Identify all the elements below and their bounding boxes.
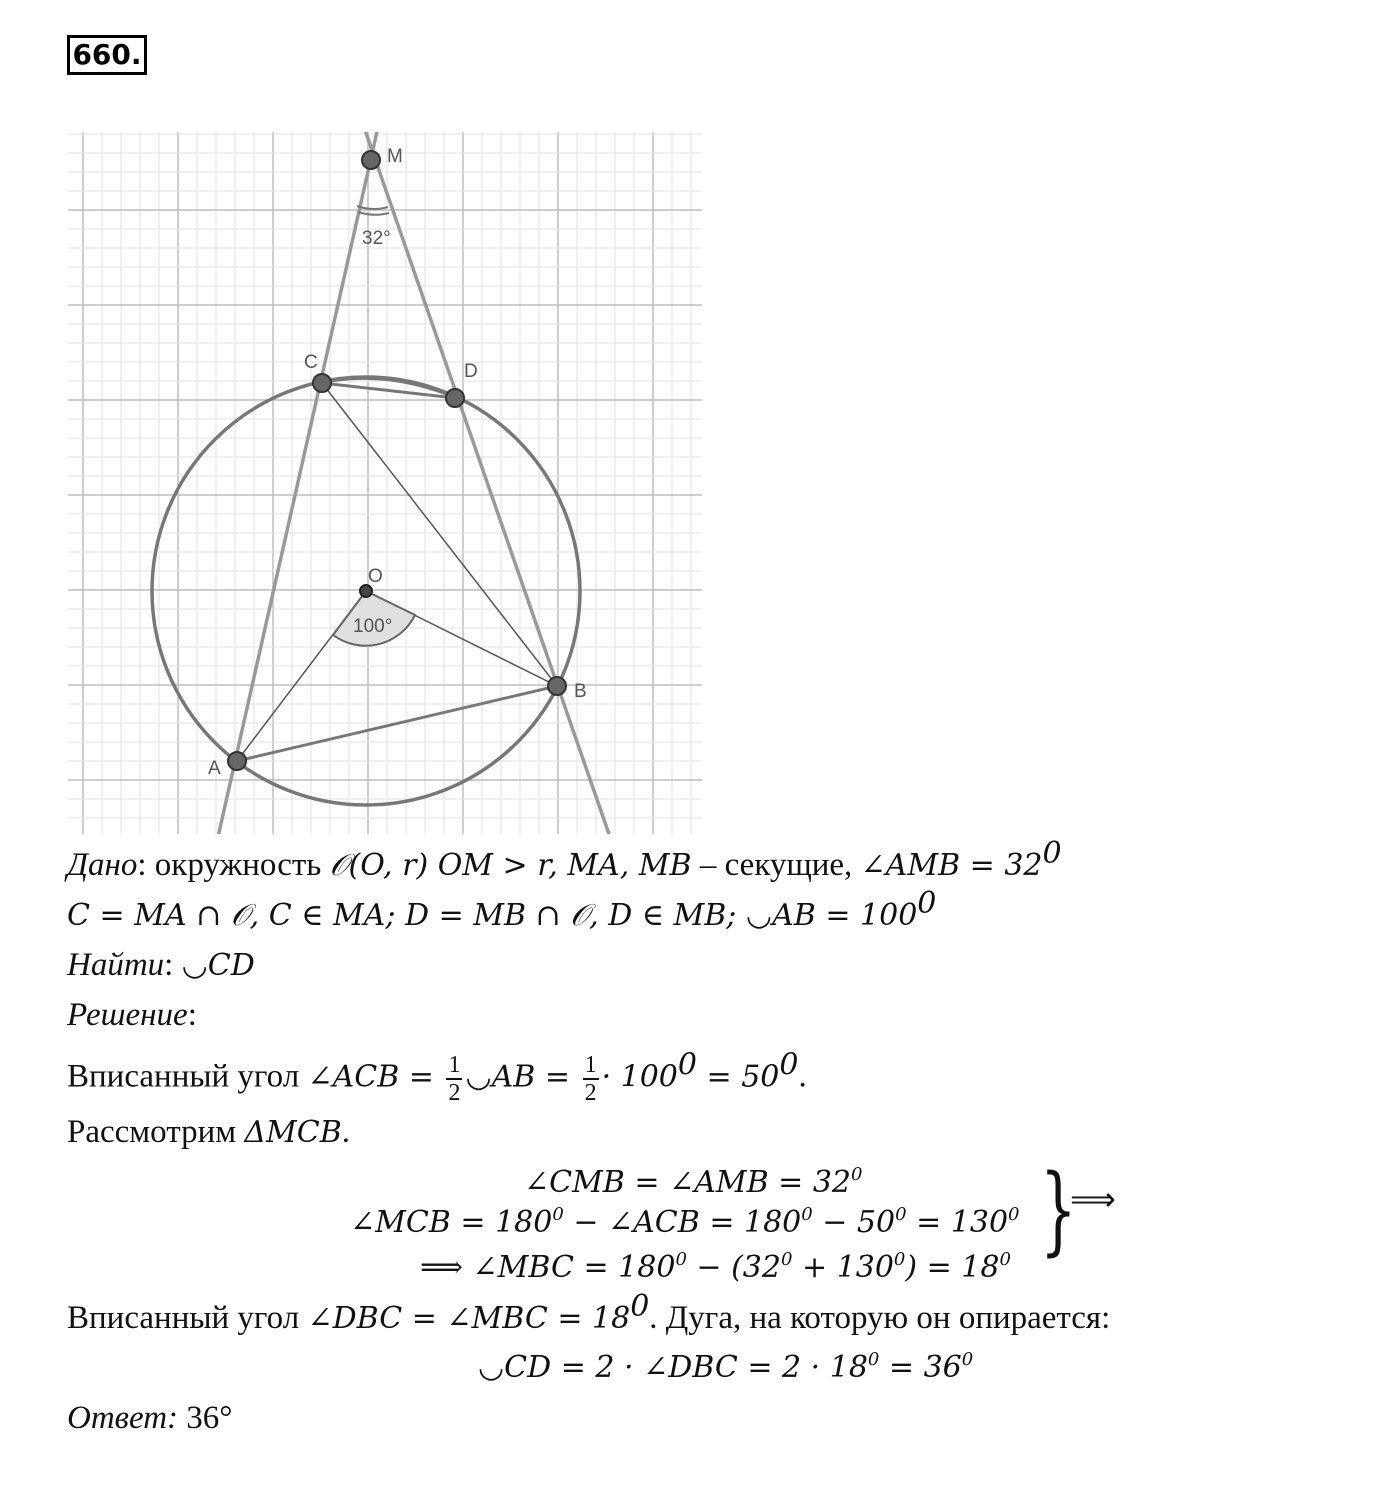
s4-math: ∠DBC = ∠MBC = 18 — [307, 1301, 631, 1336]
find-math: ◡CD — [181, 948, 255, 983]
s1-text: Вписанный угол — [67, 1058, 308, 1095]
problem-number: 660. — [67, 35, 147, 75]
given-text-1: : окружность — [137, 847, 330, 883]
answer-label: Ответ: — [67, 1400, 179, 1436]
fraction-2-den: 2 — [584, 1080, 597, 1106]
eq3-b: − (32 — [686, 1250, 781, 1285]
label-c: C — [304, 352, 318, 373]
figure-svg — [68, 132, 702, 834]
equation-3 — [420, 1248, 1011, 1288]
s4-text: Вписанный угол — [67, 1300, 308, 1336]
s2-math: ΔMCB — [244, 1115, 342, 1150]
point-a — [228, 752, 246, 770]
given-math-2: ∠AMB = 32 — [860, 848, 1043, 883]
given-text-2: – секущие, — [691, 847, 861, 883]
eq5-exp-1: 0 — [867, 1349, 880, 1370]
geometry-figure — [68, 132, 702, 834]
implies-arrow: ⟹ — [1070, 1180, 1116, 1218]
label-a: A — [208, 758, 221, 779]
answer-line — [67, 1398, 232, 1438]
eq2-d: = 130 — [906, 1205, 1009, 1240]
eq3-exp-1: 0 — [675, 1249, 687, 1270]
angle-amb-marker — [357, 206, 388, 209]
eq2-c: − 50 — [812, 1205, 896, 1240]
answer-value: 36° — [178, 1400, 233, 1436]
eq3-exp-3: 0 — [893, 1249, 906, 1270]
angle-amb-marker-2 — [358, 212, 389, 215]
eq1-math: ∠CMB = ∠AMB = 32 — [524, 1165, 852, 1200]
label-d: D — [464, 361, 478, 382]
secant-mb — [364, 132, 610, 834]
solution-line-2 — [67, 1112, 350, 1153]
s4-exp: 0 — [630, 1289, 650, 1324]
given-math-3: C = MA ∩ 𝒪, C ∈ MA; D = MB ∩ 𝒪, D ∈ MB; ◡AB = 100 — [67, 898, 918, 933]
s1-end: . — [798, 1058, 807, 1095]
solution-heading — [67, 995, 197, 1035]
eq1-exp: 0 — [851, 1164, 863, 1185]
eq5-b: = 36 — [879, 1350, 962, 1385]
fraction-1-num: 1 — [448, 1052, 461, 1078]
label-o: O — [368, 566, 383, 587]
eq2-exp-4: 0 — [1008, 1204, 1020, 1225]
given-line-1 — [67, 836, 1062, 886]
fraction-1 — [446, 1052, 462, 1106]
eq3-d: ) = 18 — [905, 1250, 1000, 1285]
s1-exp-1: 0 — [677, 1047, 697, 1083]
s1-exp-2: 0 — [779, 1047, 799, 1083]
angle-o-label: 100° — [353, 616, 393, 637]
solution-line-1 — [67, 1047, 807, 1106]
s1-math-3: · 100 — [601, 1059, 678, 1095]
label-b: B — [574, 681, 587, 702]
s4-end: . Дуга, на которую он опирается: — [649, 1300, 1111, 1336]
point-c — [313, 374, 331, 392]
given-line-2 — [67, 886, 937, 936]
label-m: M — [387, 146, 403, 167]
angle-m-label: 32° — [362, 228, 391, 249]
eq2-exp-2: 0 — [801, 1204, 813, 1225]
given-label: Дано — [67, 847, 138, 883]
equation-5 — [478, 1348, 973, 1388]
eq3-c: + 130 — [792, 1250, 894, 1285]
s1-math-1: ∠ACB = — [307, 1059, 444, 1095]
solution-label: Решение — [67, 997, 188, 1033]
secant-ma — [218, 132, 378, 834]
eq5-exp-2: 0 — [961, 1349, 974, 1370]
fraction-2 — [583, 1052, 599, 1106]
find-line — [67, 945, 255, 986]
eq2-b: − ∠ACB = 180 — [563, 1205, 802, 1240]
given-exp-1: 0 — [1042, 836, 1062, 871]
s1-math-4: = 50 — [697, 1059, 780, 1095]
system-brace: } — [1040, 1154, 1077, 1266]
fraction-1-den: 2 — [448, 1080, 461, 1106]
point-m — [362, 151, 380, 169]
equation-2 — [350, 1203, 1020, 1243]
eq3-exp-4: 0 — [999, 1249, 1011, 1270]
point-b — [548, 677, 566, 695]
given-exp-2: 0 — [917, 886, 937, 921]
fraction-2-num: 1 — [584, 1052, 597, 1078]
eq5-a: ◡CD = 2 · ∠DBC = 2 · 18 — [478, 1350, 868, 1385]
eq2-exp-1: 0 — [552, 1204, 564, 1225]
s2-end: . — [341, 1114, 350, 1150]
s1-math-2: ◡AB = — [465, 1059, 580, 1095]
solution-line-4 — [67, 1289, 1111, 1339]
s2-text: Рассмотрим — [67, 1114, 245, 1150]
point-d — [446, 389, 464, 407]
find-sep: : — [164, 947, 182, 983]
equation-1 — [524, 1163, 862, 1203]
eq2-exp-3: 0 — [895, 1204, 907, 1225]
eq3-exp-2: 0 — [780, 1249, 793, 1270]
solution-sep: : — [187, 997, 197, 1033]
eq2-a: ∠MCB = 180 — [350, 1205, 553, 1240]
eq3-a: ⟹ ∠MBC = 180 — [420, 1250, 676, 1285]
given-math-1: 𝒪(O, r) OM > r, MA, MB — [329, 848, 692, 883]
find-label: Найти — [67, 947, 165, 983]
